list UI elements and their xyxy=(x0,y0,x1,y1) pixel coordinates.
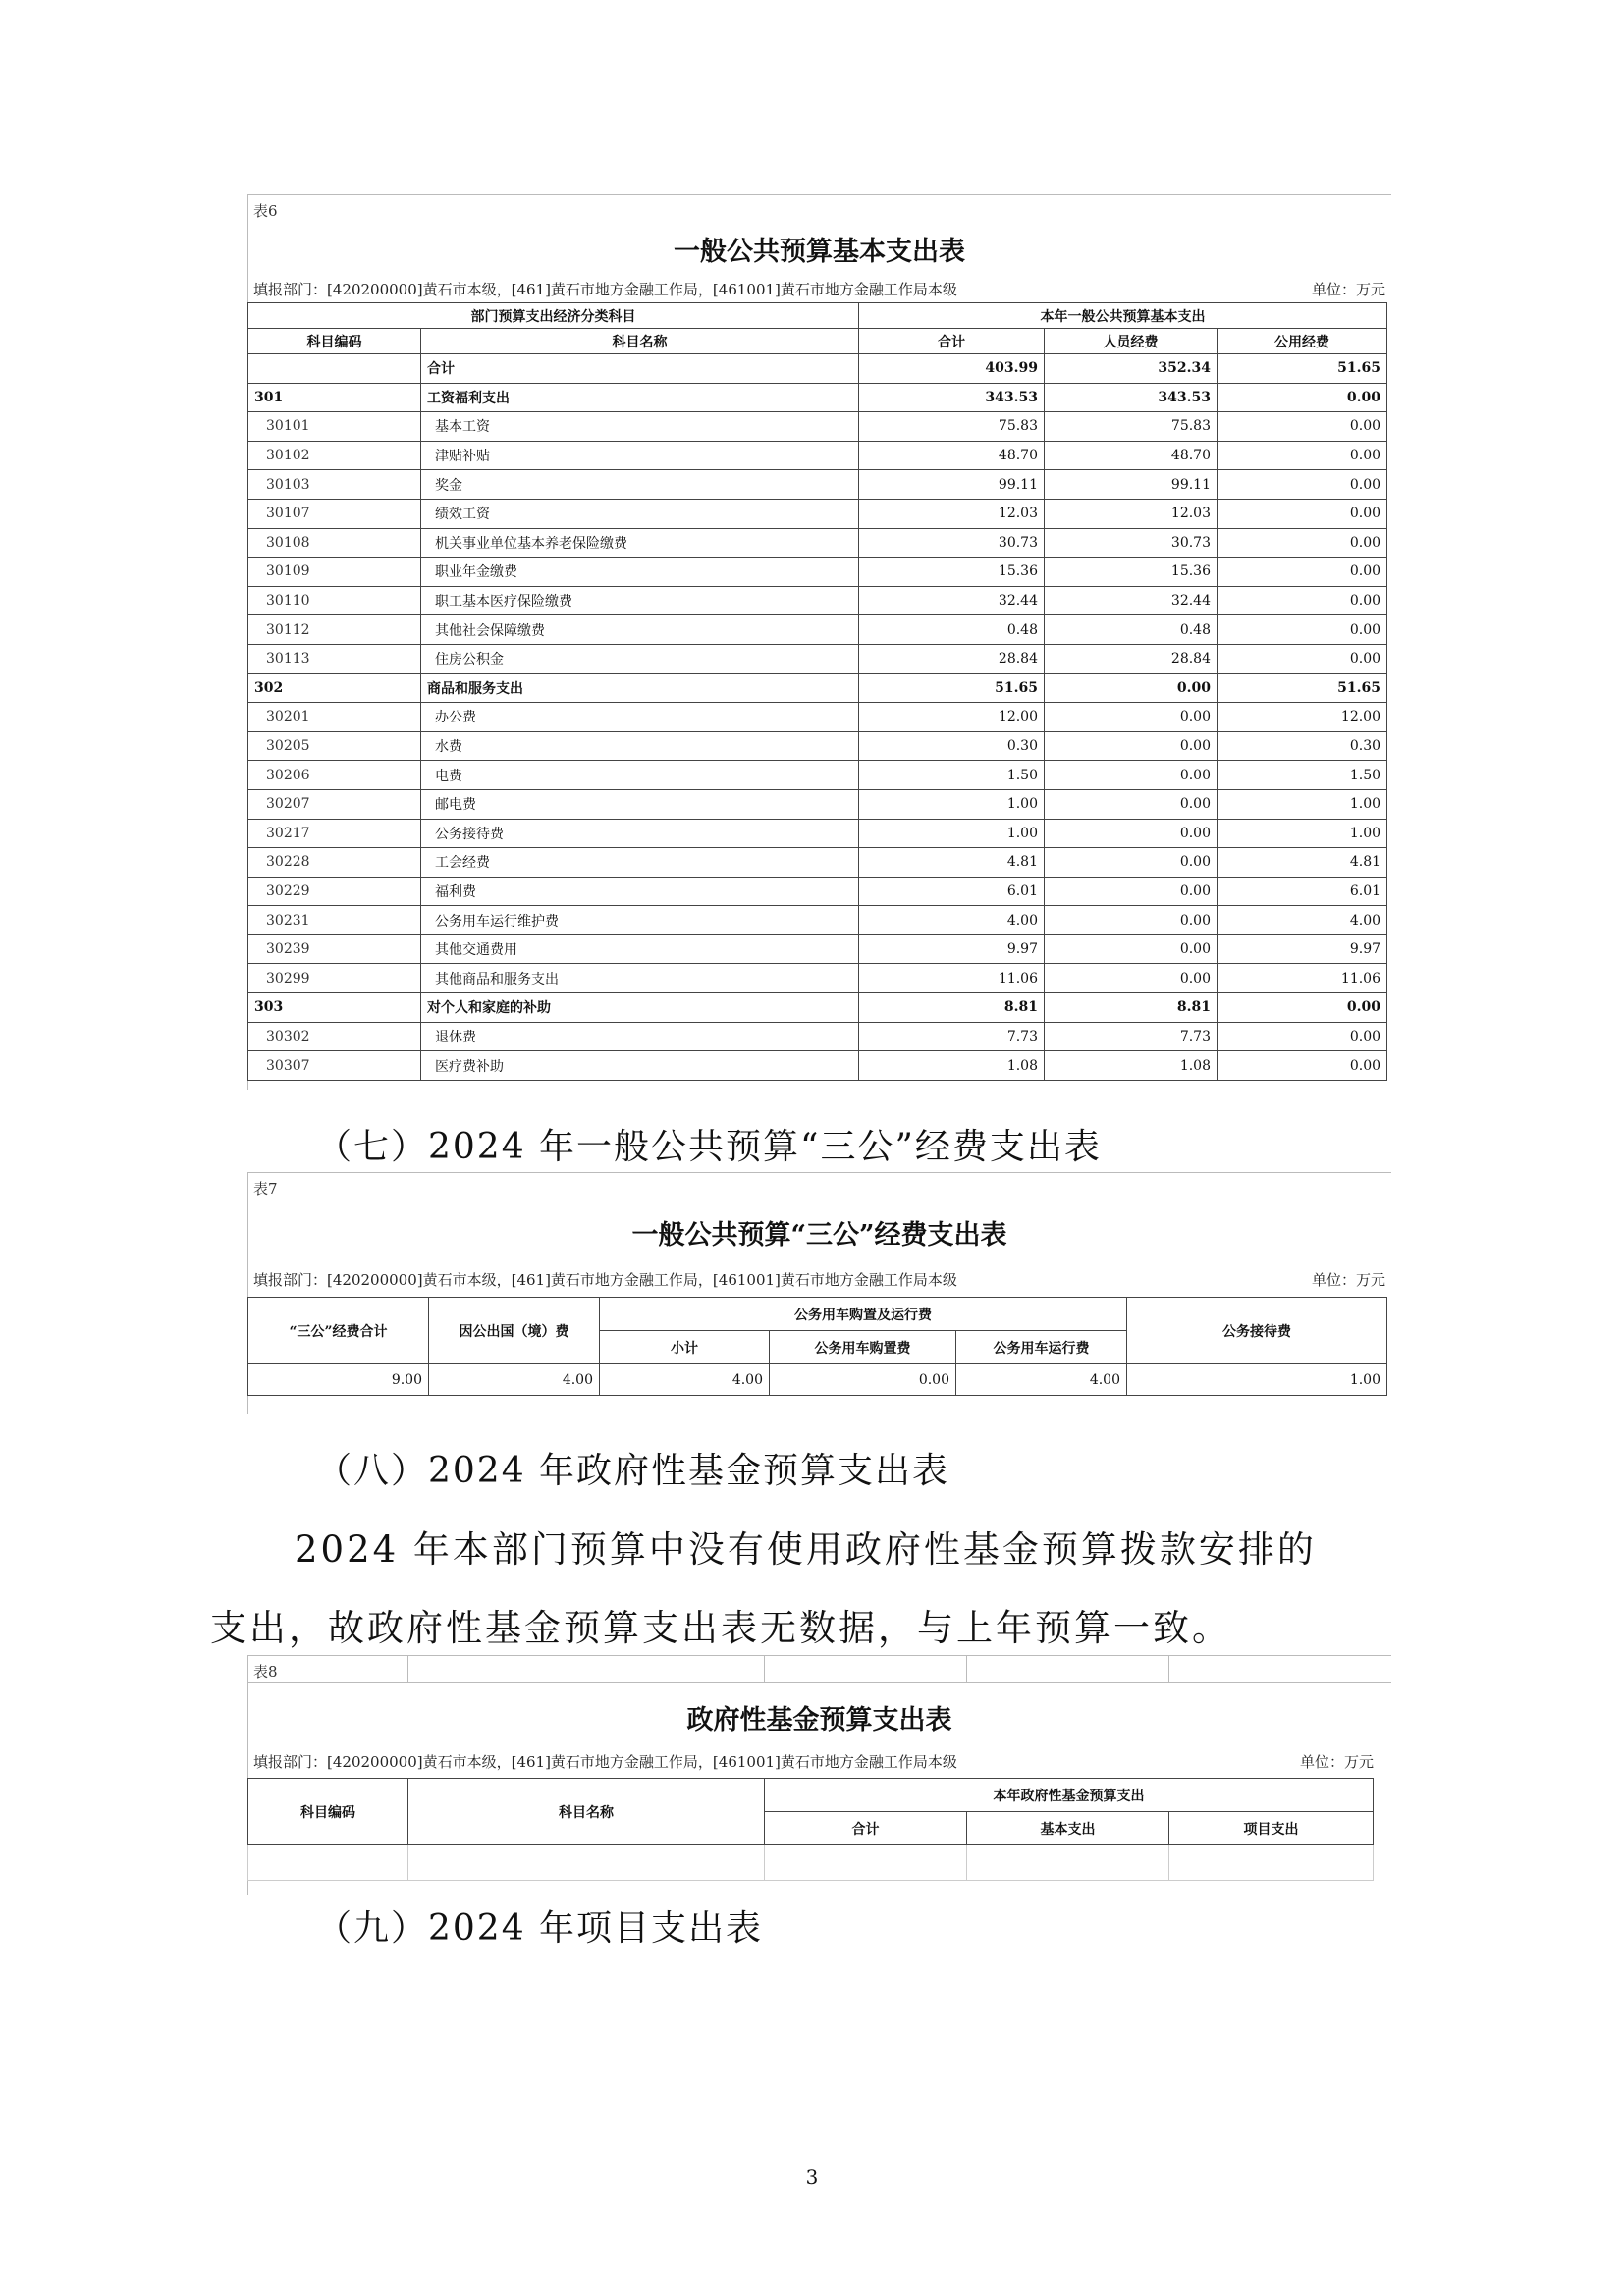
cell-personnel: 48.70 xyxy=(1045,441,1218,470)
cell-public: 0.30 xyxy=(1218,731,1387,761)
cell-personnel: 343.53 xyxy=(1045,383,1218,412)
cell-public: 0.00 xyxy=(1218,558,1387,587)
cell-code: 30101 xyxy=(248,412,421,442)
cell-public: 51.65 xyxy=(1218,354,1387,384)
sheet-top-border xyxy=(247,194,1391,195)
cell-name: 医疗费补助 xyxy=(421,1051,859,1081)
cell-public: 1.00 xyxy=(1218,819,1387,848)
cell-personnel: 7.73 xyxy=(1045,1022,1218,1051)
cell-name: 绩效工资 xyxy=(421,499,859,528)
cell-personnel: 0.00 xyxy=(1045,673,1218,703)
cell-total: 1.50 xyxy=(859,761,1045,790)
page-number: 3 xyxy=(805,2165,819,2189)
cell-code: 302 xyxy=(248,673,421,703)
table7-h-vehicle: 公务用车购置及运行费 xyxy=(600,1298,1127,1331)
table-row-empty xyxy=(248,1845,1374,1881)
cell-total: 4.81 xyxy=(859,848,1045,878)
cell-public: 1.50 xyxy=(1218,761,1387,790)
sheet-gridline xyxy=(764,1655,765,1682)
table-row xyxy=(248,761,1387,790)
table-row xyxy=(248,499,1387,528)
table-row xyxy=(248,1364,1387,1396)
cell-personnel: 0.00 xyxy=(1045,877,1218,906)
table-row xyxy=(248,354,1387,384)
table8-h-total: 合计 xyxy=(765,1812,967,1845)
cell-total: 343.53 xyxy=(859,383,1045,412)
heading-section-9: （九）2024 年项目支出表 xyxy=(316,1908,764,1949)
table-row xyxy=(248,528,1387,558)
table8-unit: 单位：万元 xyxy=(1299,1753,1374,1771)
table6-group-right: 本年一般公共预算基本支出 xyxy=(859,303,1387,329)
cell-name: 职业年金缴费 xyxy=(421,558,859,587)
cell-public: 0.00 xyxy=(1218,412,1387,442)
table8-h-basic: 基本支出 xyxy=(967,1812,1169,1845)
cell-name: 其他交通费用 xyxy=(421,934,859,964)
table7-title: 一般公共预算“三公”经费支出表 xyxy=(631,1220,1007,1251)
table6-col-personnel: 人员经费 xyxy=(1045,329,1218,354)
cell-personnel: 12.03 xyxy=(1045,499,1218,528)
cell-name: 其他社会保障缴费 xyxy=(421,615,859,645)
cell-total: 6.01 xyxy=(859,877,1045,906)
table-row xyxy=(248,934,1387,964)
cell-personnel: 0.00 xyxy=(1045,964,1218,993)
table-row xyxy=(248,558,1387,587)
table7-dept: 填报部门：[420200000]黄石市本级，[461]黄石市地方金融工作局，[461001]黄石市地方金融工作局本级 xyxy=(253,1271,957,1289)
table8-dept: 填报部门：[420200000]黄石市本级，[461]黄石市地方金融工作局，[461001]黄石市地方金融工作局本级 xyxy=(253,1753,957,1771)
cell-total: 51.65 xyxy=(859,673,1045,703)
table-row xyxy=(248,703,1387,732)
cell-public: 0.00 xyxy=(1218,586,1387,615)
table6-dept: 填报部门：[420200000]黄石市本级，[461]黄石市地方金融工作局，[461001]黄石市地方金融工作局本级 xyxy=(253,281,957,298)
cell-name: 公务接待费 xyxy=(421,819,859,848)
table-row xyxy=(248,673,1387,703)
cell-code: 30103 xyxy=(248,470,421,500)
cell-code: 30113 xyxy=(248,644,421,673)
table-row xyxy=(248,877,1387,906)
cell-public: 0.00 xyxy=(1218,615,1387,645)
cell-total: 4.00 xyxy=(859,906,1045,935)
cell-total: 30.73 xyxy=(859,528,1045,558)
cell-name: 办公费 xyxy=(421,703,859,732)
cell-name: 商品和服务支出 xyxy=(421,673,859,703)
table6-title: 一般公共预算基本支出表 xyxy=(674,237,965,267)
cell-name: 对个人和家庭的补助 xyxy=(421,993,859,1023)
cell-code: 30205 xyxy=(248,731,421,761)
cell-public: 0.00 xyxy=(1218,993,1387,1023)
table8-sheet xyxy=(247,1655,1391,1895)
cell-total: 99.11 xyxy=(859,470,1045,500)
table6 xyxy=(247,302,1387,1081)
cell-total: 7.73 xyxy=(859,1022,1045,1051)
cell-code: 30108 xyxy=(248,528,421,558)
cell-code: 30231 xyxy=(248,906,421,935)
cell-name: 合计 xyxy=(421,354,859,384)
cell-public: 0.00 xyxy=(1218,441,1387,470)
cell-total: 1.00 xyxy=(859,789,1045,819)
table7-unit: 单位：万元 xyxy=(1311,1271,1385,1289)
cell-personnel: 0.00 xyxy=(1045,789,1218,819)
cell-public: 0.00 xyxy=(1218,1051,1387,1081)
cell-total: 1.00 xyxy=(859,819,1045,848)
table-row xyxy=(248,1022,1387,1051)
cell-code: 30206 xyxy=(248,761,421,790)
sheet-top-border xyxy=(247,1172,1391,1173)
cell-personnel: 30.73 xyxy=(1045,528,1218,558)
sheet-top-border xyxy=(247,1655,1391,1656)
cell-total: 75.83 xyxy=(859,412,1045,442)
cell-name: 住房公积金 xyxy=(421,644,859,673)
table6-tag: 表6 xyxy=(253,202,278,220)
table7-val-purchase: 0.00 xyxy=(770,1364,956,1396)
table8-h-code: 科目编码 xyxy=(248,1779,408,1845)
cell-total: 11.06 xyxy=(859,964,1045,993)
table-row xyxy=(248,964,1387,993)
cell-public: 4.81 xyxy=(1218,848,1387,878)
cell-total: 12.00 xyxy=(859,703,1045,732)
table6-group-left: 部门预算支出经济分类科目 xyxy=(248,303,859,329)
table7-h-reception: 公务接待费 xyxy=(1127,1298,1387,1364)
table7-val-total: 9.00 xyxy=(248,1364,429,1396)
cell-name: 津贴补贴 xyxy=(421,441,859,470)
table-row xyxy=(248,615,1387,645)
cell-public: 51.65 xyxy=(1218,673,1387,703)
table8-h-group: 本年政府性基金预算支出 xyxy=(765,1779,1374,1812)
cell-personnel: 28.84 xyxy=(1045,644,1218,673)
cell-code: 30307 xyxy=(248,1051,421,1081)
cell-code: 30217 xyxy=(248,819,421,848)
cell-personnel: 1.08 xyxy=(1045,1051,1218,1081)
table7-h-running: 公务用车运行费 xyxy=(956,1331,1127,1364)
cell-code: 30228 xyxy=(248,848,421,878)
table8-title: 政府性基金预算支出表 xyxy=(686,1705,952,1735)
cell-personnel: 99.11 xyxy=(1045,470,1218,500)
table6-col-total: 合计 xyxy=(859,329,1045,354)
cell-code: 30207 xyxy=(248,789,421,819)
cell-public: 6.01 xyxy=(1218,877,1387,906)
heading-section-8: （八）2024 年政府性基金预算支出表 xyxy=(316,1451,950,1491)
table7-val-abroad: 4.00 xyxy=(429,1364,600,1396)
cell-code: 30109 xyxy=(248,558,421,587)
table7-val-subtotal: 4.00 xyxy=(600,1364,770,1396)
cell-personnel: 0.00 xyxy=(1045,703,1218,732)
cell-name: 水费 xyxy=(421,731,859,761)
sheet-gridline xyxy=(247,1682,1391,1683)
cell-public: 11.06 xyxy=(1218,964,1387,993)
table6-col-public: 公用经费 xyxy=(1218,329,1387,354)
cell-public: 0.00 xyxy=(1218,499,1387,528)
cell-total: 48.70 xyxy=(859,441,1045,470)
cell-personnel: 8.81 xyxy=(1045,993,1218,1023)
cell-name: 工会经费 xyxy=(421,848,859,878)
cell-personnel: 0.00 xyxy=(1045,731,1218,761)
table-row xyxy=(248,819,1387,848)
cell-public: 1.00 xyxy=(1218,789,1387,819)
cell-public: 0.00 xyxy=(1218,470,1387,500)
table-row xyxy=(248,383,1387,412)
table7-h-abroad: 因公出国（境）费 xyxy=(429,1298,600,1364)
table-row xyxy=(248,731,1387,761)
table-row xyxy=(248,1051,1387,1081)
table6-body xyxy=(248,354,1387,1081)
cell-total: 1.08 xyxy=(859,1051,1045,1081)
sheet-gridline xyxy=(1168,1655,1169,1682)
table-row xyxy=(248,993,1387,1023)
cell-public: 0.00 xyxy=(1218,383,1387,412)
cell-code: 30110 xyxy=(248,586,421,615)
cell-name: 电费 xyxy=(421,761,859,790)
cell-personnel: 75.83 xyxy=(1045,412,1218,442)
cell-total: 15.36 xyxy=(859,558,1045,587)
paragraph-line-1: 2024 年本部门预算中没有使用政府性基金预算拨款安排的 xyxy=(295,1528,1317,1571)
table6-col-name: 科目名称 xyxy=(421,329,859,354)
cell-name: 机关事业单位基本养老保险缴费 xyxy=(421,528,859,558)
cell-total: 9.97 xyxy=(859,934,1045,964)
cell-name: 其他商品和服务支出 xyxy=(421,964,859,993)
table6-unit: 单位：万元 xyxy=(1311,281,1385,298)
table-row xyxy=(248,441,1387,470)
table8-h-name: 科目名称 xyxy=(408,1779,765,1845)
table6-sheet xyxy=(247,194,1391,1090)
table-row xyxy=(248,412,1387,442)
table-row xyxy=(248,644,1387,673)
table7-h-purchase: 公务用车购置费 xyxy=(770,1331,956,1364)
cell-public: 12.00 xyxy=(1218,703,1387,732)
cell-total: 0.48 xyxy=(859,615,1045,645)
cell-personnel: 0.00 xyxy=(1045,934,1218,964)
cell-code: 30107 xyxy=(248,499,421,528)
heading-section-7: （七）2024 年一般公共预算“三公”经费支出表 xyxy=(316,1127,1102,1167)
cell-name: 公务用车运行维护费 xyxy=(421,906,859,935)
table-row xyxy=(248,906,1387,935)
table-row xyxy=(248,586,1387,615)
cell-personnel: 0.00 xyxy=(1045,848,1218,878)
cell-public: 0.00 xyxy=(1218,1022,1387,1051)
cell-code: 303 xyxy=(248,993,421,1023)
table-row xyxy=(248,470,1387,500)
paragraph-line-2: 支出，故政府性基金预算支出表无数据，与上年预算一致。 xyxy=(210,1607,1231,1649)
cell-total: 0.30 xyxy=(859,731,1045,761)
cell-personnel: 0.48 xyxy=(1045,615,1218,645)
cell-total: 8.81 xyxy=(859,993,1045,1023)
cell-total: 403.99 xyxy=(859,354,1045,384)
cell-code: 30229 xyxy=(248,877,421,906)
sheet-gridline xyxy=(407,1655,408,1682)
cell-name: 基本工资 xyxy=(421,412,859,442)
cell-code: 30112 xyxy=(248,615,421,645)
cell-code: 301 xyxy=(248,383,421,412)
sheet-gridline xyxy=(966,1655,967,1682)
table-row xyxy=(248,848,1387,878)
table8-tag: 表8 xyxy=(253,1663,278,1681)
table8 xyxy=(247,1778,1374,1881)
cell-name: 工资福利支出 xyxy=(421,383,859,412)
cell-code: 30239 xyxy=(248,934,421,964)
cell-name: 职工基本医疗保险缴费 xyxy=(421,586,859,615)
table7-tag: 表7 xyxy=(253,1180,278,1198)
cell-public: 4.00 xyxy=(1218,906,1387,935)
cell-code: 30102 xyxy=(248,441,421,470)
table8-h-project: 项目支出 xyxy=(1169,1812,1374,1845)
cell-name: 奖金 xyxy=(421,470,859,500)
cell-public: 0.00 xyxy=(1218,644,1387,673)
cell-total: 12.03 xyxy=(859,499,1045,528)
table-row xyxy=(248,789,1387,819)
cell-public: 9.97 xyxy=(1218,934,1387,964)
table7 xyxy=(247,1297,1387,1396)
table7-h-total: “三公”经费合计 xyxy=(248,1298,429,1364)
cell-personnel: 352.34 xyxy=(1045,354,1218,384)
cell-total: 28.84 xyxy=(859,644,1045,673)
cell-personnel: 15.36 xyxy=(1045,558,1218,587)
table7-val-reception: 1.00 xyxy=(1127,1364,1387,1396)
cell-code: 30299 xyxy=(248,964,421,993)
cell-total: 32.44 xyxy=(859,586,1045,615)
cell-name: 邮电费 xyxy=(421,789,859,819)
cell-personnel: 0.00 xyxy=(1045,906,1218,935)
cell-public: 0.00 xyxy=(1218,528,1387,558)
cell-name: 退休费 xyxy=(421,1022,859,1051)
cell-code: 30302 xyxy=(248,1022,421,1051)
table7-h-subtotal: 小计 xyxy=(600,1331,770,1364)
cell-personnel: 0.00 xyxy=(1045,819,1218,848)
cell-code xyxy=(248,354,421,384)
table7-val-running: 4.00 xyxy=(956,1364,1127,1396)
cell-personnel: 0.00 xyxy=(1045,761,1218,790)
cell-personnel: 32.44 xyxy=(1045,586,1218,615)
table6-col-code: 科目编码 xyxy=(248,329,421,354)
table7-sheet xyxy=(247,1172,1391,1414)
cell-name: 福利费 xyxy=(421,877,859,906)
cell-code: 30201 xyxy=(248,703,421,732)
